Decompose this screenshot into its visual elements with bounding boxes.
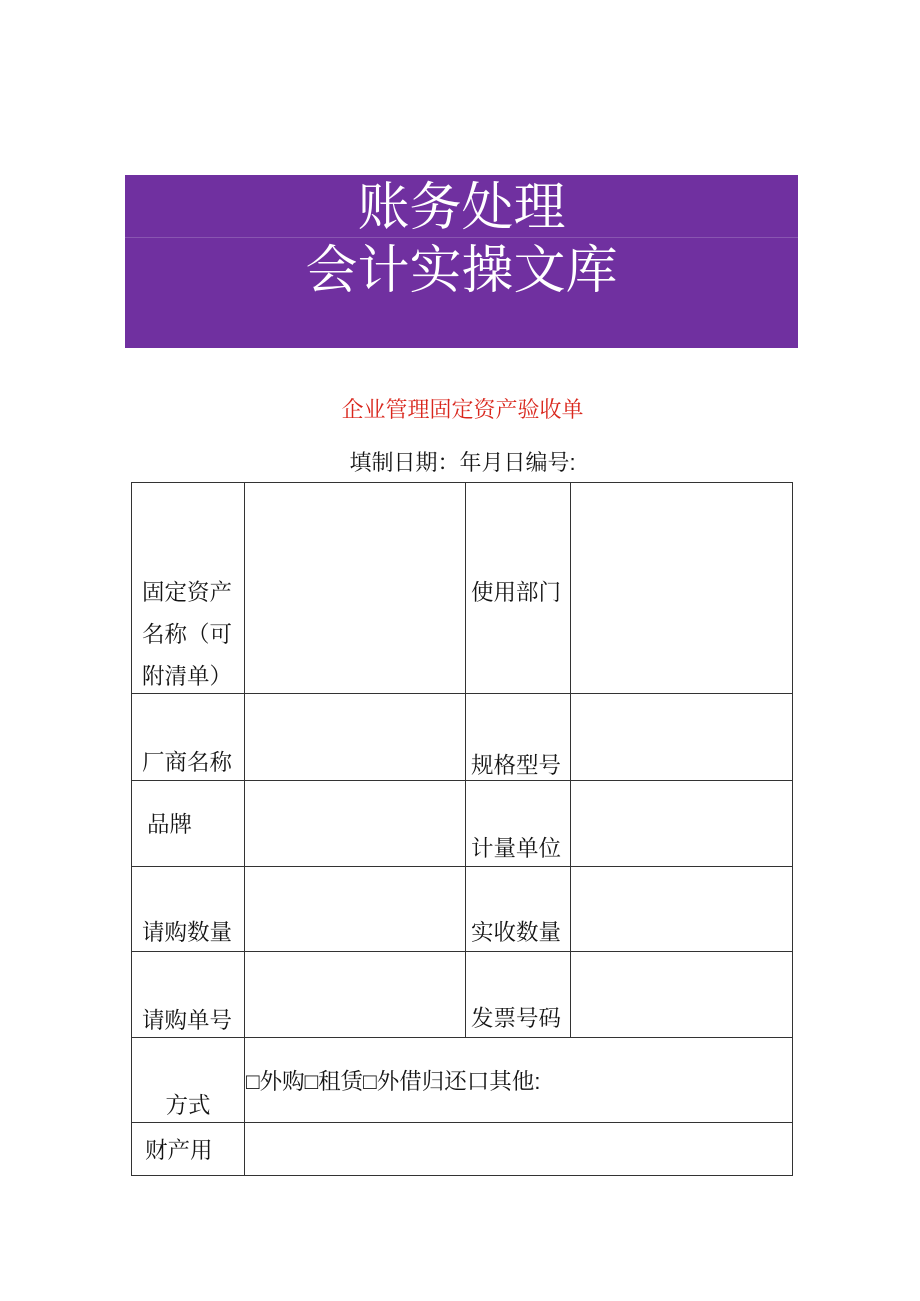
cell-asset-name-value bbox=[244, 482, 466, 694]
method-options-text: □外购□租赁□外借归还口其他: bbox=[246, 1069, 541, 1094]
cell-department-value bbox=[570, 482, 793, 694]
property-use-label: 财产用 bbox=[145, 1138, 213, 1163]
requisition-number-label: 请购单号 bbox=[142, 1008, 233, 1033]
brand-label: 品牌 bbox=[147, 812, 193, 837]
cell-method-label bbox=[131, 1037, 245, 1123]
requested-quantity-label: 请购数量 bbox=[142, 920, 233, 945]
cell-property-use-value bbox=[244, 1122, 793, 1176]
asset-name-label-line: 固定资产 bbox=[142, 580, 233, 605]
asset-name-label-line: 名称（可 bbox=[142, 622, 233, 647]
asset-name-label-line: 附清单） bbox=[142, 664, 233, 689]
cell-unit-label bbox=[465, 780, 571, 867]
cell-invoice-number-value bbox=[570, 951, 793, 1038]
banner-title-line-1: 账务处理 bbox=[357, 179, 566, 237]
unit-label: 计量单位 bbox=[471, 836, 562, 861]
cell-received-quantity-label bbox=[465, 866, 571, 952]
banner-divider bbox=[125, 237, 798, 238]
method-label: 方式 bbox=[165, 1093, 211, 1118]
invoice-number-label: 发票号码 bbox=[471, 1006, 562, 1031]
form-meta-line: 填制日期：年月日编号: bbox=[349, 450, 576, 475]
cell-received-quantity-value bbox=[570, 866, 793, 952]
received-quantity-label: 实收数量 bbox=[471, 920, 562, 945]
cell-method-options bbox=[244, 1037, 793, 1123]
model-spec-label: 规格型号 bbox=[471, 753, 562, 778]
cell-asset-name-label bbox=[131, 482, 245, 694]
form-title: 企业管理固定资产验收单 bbox=[341, 397, 584, 422]
cell-requisition-number-value bbox=[244, 951, 466, 1038]
cell-department-label bbox=[465, 482, 571, 694]
cell-manufacturer-value bbox=[244, 693, 466, 781]
cell-invoice-number-label bbox=[465, 951, 571, 1038]
department-label: 使用部门 bbox=[471, 580, 562, 605]
header-banner bbox=[125, 175, 798, 348]
acceptance-form-table bbox=[131, 482, 793, 1176]
cell-model-spec-label bbox=[465, 693, 571, 781]
cell-property-use-label bbox=[131, 1122, 245, 1176]
cell-brand-value bbox=[244, 780, 466, 867]
cell-requisition-number-label bbox=[131, 951, 245, 1038]
cell-model-spec-value bbox=[570, 693, 793, 781]
cell-manufacturer-label bbox=[131, 693, 245, 781]
manufacturer-label: 厂商名称 bbox=[142, 750, 233, 775]
asset-name-label bbox=[142, 572, 232, 698]
cell-requested-quantity-label bbox=[131, 866, 245, 952]
banner-title-line-2: 会计实操文库 bbox=[305, 242, 618, 300]
cell-unit-value bbox=[570, 780, 793, 867]
cell-requested-quantity-value bbox=[244, 866, 466, 952]
cell-brand-label bbox=[131, 780, 245, 867]
